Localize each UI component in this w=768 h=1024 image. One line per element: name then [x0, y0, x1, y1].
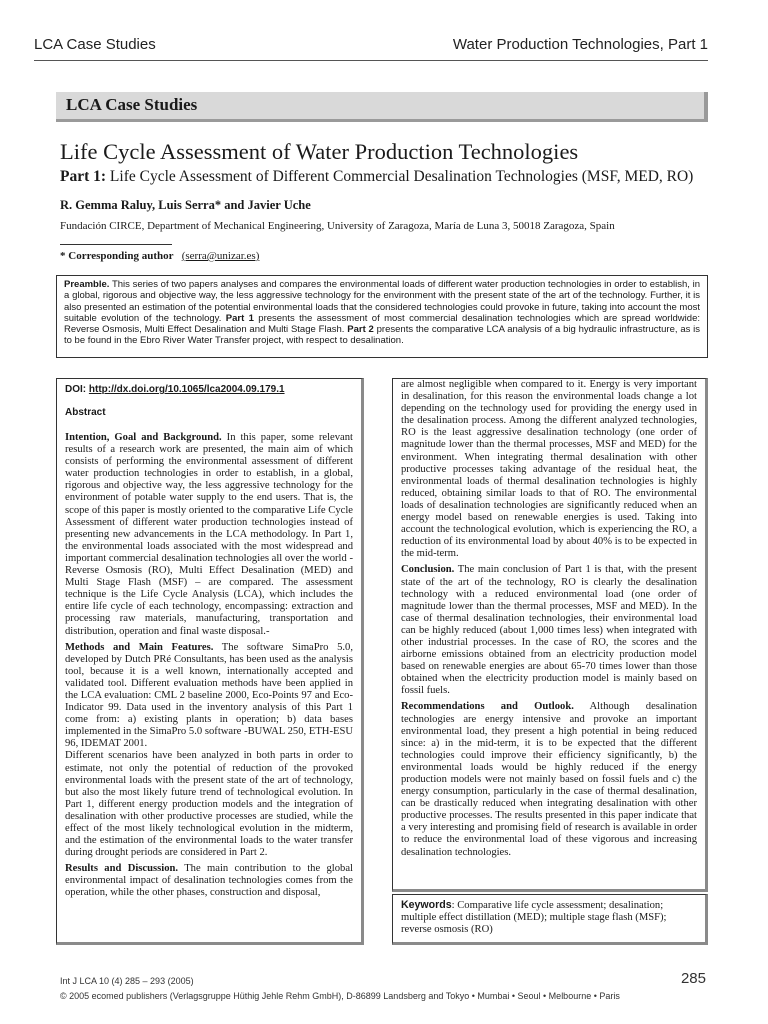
results-lead: Results and Discussion.: [65, 863, 179, 875]
part-label: Part 1:: [60, 168, 107, 185]
authors: R. Gemma Raluy, Luis Serra* and Javier Uche: [60, 198, 311, 212]
abstract-intention: [65, 432, 353, 638]
corresponding-author: [60, 250, 259, 262]
abstract-conclusion: [401, 564, 697, 697]
abstract-right-column: [392, 378, 708, 892]
preamble-part2: Part 2: [347, 324, 374, 336]
section-band: [56, 92, 708, 122]
article-subtitle: [60, 168, 693, 186]
journal-citation: Int J LCA 10 (4) 285 – 293 (2005): [60, 976, 194, 986]
abstract-recommendations: [401, 701, 697, 858]
doi-link[interactable]: http://dx.doi.org/10.1065/lca2004.09.179.1: [88, 384, 285, 395]
recommend-text: Although desalination technologies are energy intensive and provoke an important environmental load, they present a high potential in being reduced since: a) in the mid-term, it is to be expected that the different technologies could improve their efficiency significantly, b) the environmental loads would be highly reduced if the energy production models were not mainly based on fossil fuels and c) the energy consumption, particularly in the case of thermal desalination, can be drastically reduced when integrating desalination with other productive processes. The results presented in this paper indicate that a very interesting and promising field of research is available in order to reduce the environmental load of these vigorous and increasing desalination technologies.: [401, 701, 697, 858]
preamble-text-1: This series of two papers analyses and compares the environmental loads of different water production technologies in order to establish, in a global, rigorous and objective way, the less aggressive technology for the environment with the present state of the art of the technology. Further, it is also presented an estimation of the potential environmental loads that the considered technologies could provoke in future, taking into account the most suitable evolution of the technology.: [64, 279, 700, 324]
corresponding-email[interactable]: (serra@unizar.es): [181, 250, 260, 262]
preamble-part1: Part 1: [225, 312, 254, 324]
conclusion-text: The main conclusion of Part 1 is that, with the present state of the art of the technology, RO is clearly the desalination technology with a reduced environmental load (one order of magnitude lower than the thermal processes, MSF and MED). In the case of thermal desalination technologies, their environmental load can be highly reduced (about 1,000 times less) when integrated with other industrial processes. In the case of RO, the scores and the airborne emissions obtained from an electricity production model based on renewable energies are about 65-70 times lower than those obtained when the electricity production model is mainly based on fossil fuels.: [401, 564, 697, 697]
intention-text: In this paper, some relevant results of a research work are presented, the main aim of which consists of performing the environmental assessment of different water production technologies in order to establish, in a global, rigorous and objective way, the less aggressive technology for the environment of potable water supply to the end users. That is, the scope of this paper is mostly oriented to the comparative Life Cycle Assessment of different water production technologies instead of presenting new advancements in the LCA methodology. In Part 1, the environmental loads associated with the most widespread and important commercial desalination technologies all over the world - Reverse Osmosis (RO), Multi Effect Desalination (MED) and Multi Stage Flash (MSF) – are compared. The assessment technique is the Life Cycle Analysis (LCA), which includes the entire life cycle of each technology, encompassing: extraction and processing raw materials, manufacturing, transportation and distribution, operation and final waste disposal.-: [65, 432, 353, 637]
running-header: [34, 36, 708, 53]
running-header-left: LCA Case Studies: [34, 36, 156, 53]
preamble-box: [56, 275, 708, 358]
preamble-text-3: presents the comparative LCA analysis of a big hydraulic infrastructure, as is to be found in the Ebro River Water Transfer project, with respect to desalination.: [64, 324, 701, 347]
results-text: The main contribution to the global environmental impact of desalination technologies comes from the operation, while the other phases, construction and disposal,: [65, 863, 353, 899]
doi-line: [65, 384, 353, 395]
affiliation: Fundación CIRCE, Department of Mechanical Engineering, University of Zaragoza, María de Luna 3, 50018 Zaragoza, Spain: [60, 220, 615, 232]
running-header-right: Water Production Technologies, Part 1: [452, 36, 708, 53]
keywords-lead: Keywords: [401, 899, 452, 911]
abstract-methods-2: Different scenarios have been analyzed in both parts in order to estimate, not only the potential of reduction of the provoked environmental loads with the present state of the art of technology, but also the most likely future trend of technological evolution. In Part 1, different energy production models and the integration of desalination with other productive processes are studied, while the effect of the most likely technological evolution in the midterm, and the estimation of the environmental loads to the water transfer during drought periods are considered in Part 2.: [65, 750, 353, 859]
section-label: LCA Case Studies: [66, 95, 198, 114]
page-number: 285: [680, 970, 706, 987]
subtitle-text: Life Cycle Assessment of Different Commercial Desalination Technologies (MSF, MED, RO): [109, 168, 694, 185]
conclusion-lead: Conclusion.: [401, 564, 455, 576]
article-title: Life Cycle Assessment of Water Production Technologies: [60, 139, 579, 164]
preamble-text-2: presents the assessment of most commercial desalination technologies which are spread worldwide: Reverse Osmosis, Multi Effect Desalination and Multi Stage Flash.: [64, 312, 700, 336]
abstract-heading: Abstract: [65, 407, 106, 418]
intention-lead: Intention, Goal and Background.: [65, 432, 222, 443]
abstract-results: [65, 863, 353, 899]
abstract-results-continued: are almost negligible when compared to it. Energy is very important in desalination, for this reason the environmental loads change a lot depending on the technology used for providing the energy used in the desalination process. Among the different analyzed technologies, RO is the least aggressive desalination technology (one order of magnitude lower than the thermal processes, MSF and MED) for the environment. When integrating thermal desalination with other productive processes taking advantage of the residual heat, the environmental loads of thermal desalination technologies is highly reduced, obtaining similar loads to that of RO. The environmental loads of desalination technologies are significantly reduced when an energy model based on renewable energies is used. Taking into account the technological evolution, which is experiencing the RO, a reduction of its environmental load by about 40% is to be expected in the mid-term.: [401, 379, 697, 560]
recommend-lead: Recommendations and Outlook.: [401, 701, 574, 713]
publisher-line: © 2005 ecomed publishers (Verlagsgruppe Hüthig Jehle Rehm GmbH), D-86899 Landsberg and Tokyo • Mumbai • Seoul • Melbourne • Paris: [60, 991, 620, 1001]
abstract-methods: [65, 642, 353, 751]
corresponding-label: * Corresponding author: [60, 250, 174, 262]
methods-text: The software SimaPro 5.0, developed by Dutch PRé Consultants, has been used as the analysis tool, because it is a well known, internationally accepted and validated tool. Different evaluation methods have been applied in the LCA evaluation: CML 2 baseline 2000, Eco-Points 97 and Eco-Indicator 99. Data used in the inventory analysis of this Part 1 come from: a) existing plants in operation; b) data bases implemented in the SimaPro 5.0 software -BUWAL 250, ETH-ESU 96, IDEMAT 2001.: [65, 641, 353, 750]
header-rule: [34, 60, 708, 61]
methods-lead: Methods and Main Features.: [65, 641, 214, 653]
doi-label: DOI:: [65, 384, 87, 395]
abstract-left-column: [56, 378, 364, 945]
keywords-text: : Comparative life cycle assessment; desalination; multiple effect distillation (MED); multiple stage flash (MSF); reverse osmosis (RO): [401, 900, 667, 935]
keywords-box: [392, 894, 708, 945]
preamble-lead: Preamble.: [64, 279, 110, 290]
footnote-rule: [60, 244, 172, 245]
